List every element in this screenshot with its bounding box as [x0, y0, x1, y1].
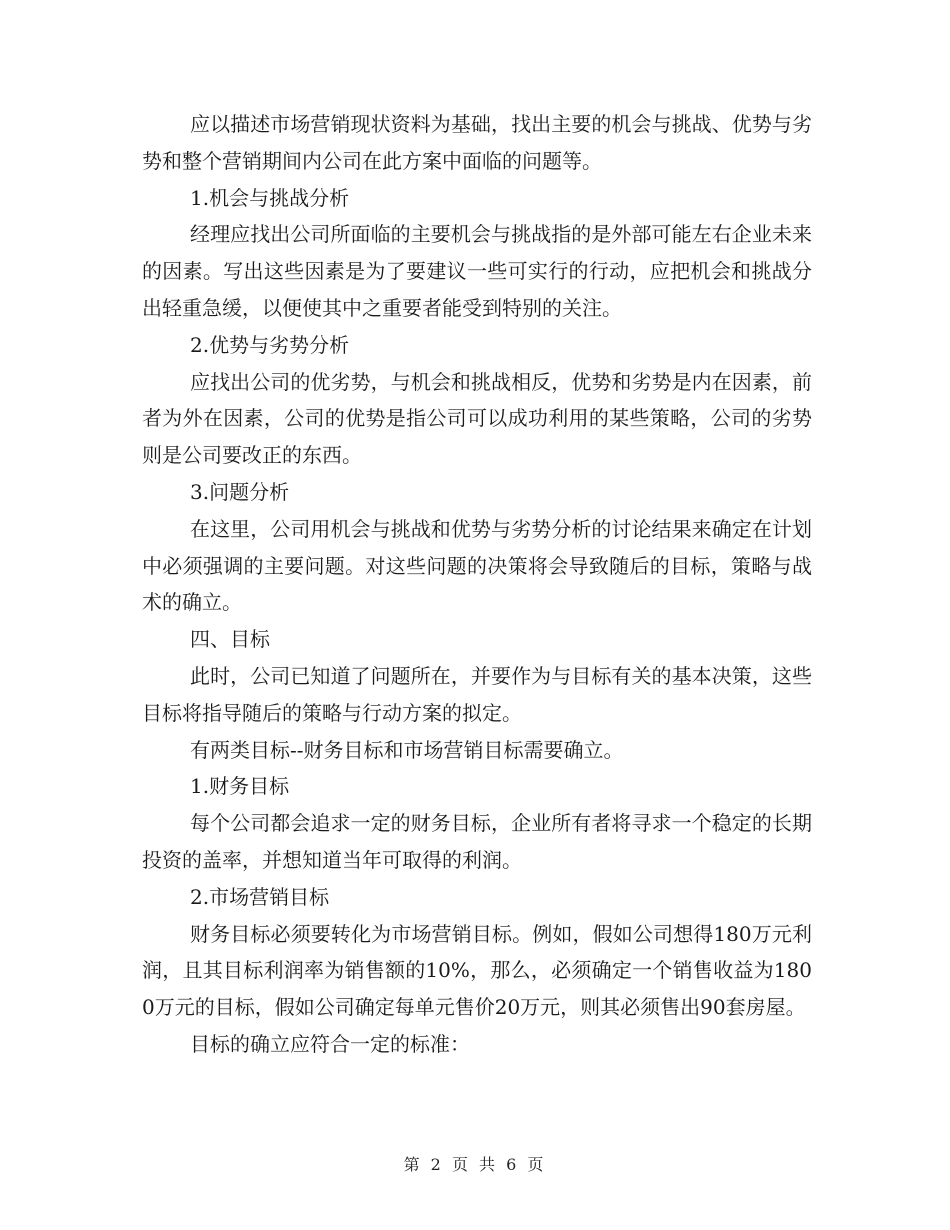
- page-number-footer: 第 2 页 共 6 页: [403, 1155, 547, 1174]
- paragraph: 目标的确立应符合一定的标准：: [190, 1031, 470, 1056]
- paragraph: 经理应找出公司所面临的主要机会与挑战指的是外部可能左右企业未来的因素。写出这些因素是为了要建议一些可实行的行动，应把机会和挑战分出轻重急缓，以便使其中之重要者能受到特别的关注。: [142, 222, 812, 320]
- section-heading: 3.问题分析: [190, 479, 290, 504]
- paragraph: 应以描述市场营销现状资料为基础，找出主要的机会与挑战、优势与劣势和整个营销期间内公司在此方案中面临的问题等。: [142, 112, 812, 173]
- section-heading: 2.优势与劣势分析: [190, 332, 350, 357]
- paragraph: 此时，公司已知道了问题所在，并要作为与目标有关的基本决策，这些目标将指导随后的策略与行动方案的拟定。: [142, 663, 812, 725]
- section-heading: 2.市场营销目标: [190, 884, 330, 909]
- paragraph: 应找出公司的优劣势，与机会和挑战相反，优势和劣势是内在因素，前者为外在因素，公司的优势是指公司可以成功利用的某些策略，公司的劣势则是公司要改正的东西。: [142, 369, 812, 468]
- paragraph: 财务目标必须要转化为市场营销目标。例如，假如公司想得180万元利润，且其目标利润率为销售额的10%，那么，必须确定一个销售收益为1800万元的目标，假如公司确定每单元售价20万元，则其必须售出90套房屋。: [142, 921, 812, 1020]
- paragraph: 有两类目标--财务目标和市场营销目标需要确立。: [190, 737, 624, 762]
- section-heading: 1.机会与挑战分析: [190, 185, 350, 210]
- document-body: [142, 106, 812, 1063]
- section-heading: 1.财务目标: [190, 774, 290, 799]
- paragraph: 在这里，公司用机会与挑战和优势与劣势分析的讨论结果来确定在计划中必须强调的主要问题。对这些问题的决策将会导致随后的目标，策略与战术的确立。: [142, 516, 812, 615]
- section-heading: 四、目标: [190, 627, 270, 652]
- paragraph: 每个公司都会追求一定的财务目标，企业所有者将寻求一个稳定的长期投资的盖率，并想知道当年可取得的利润。: [142, 811, 812, 872]
